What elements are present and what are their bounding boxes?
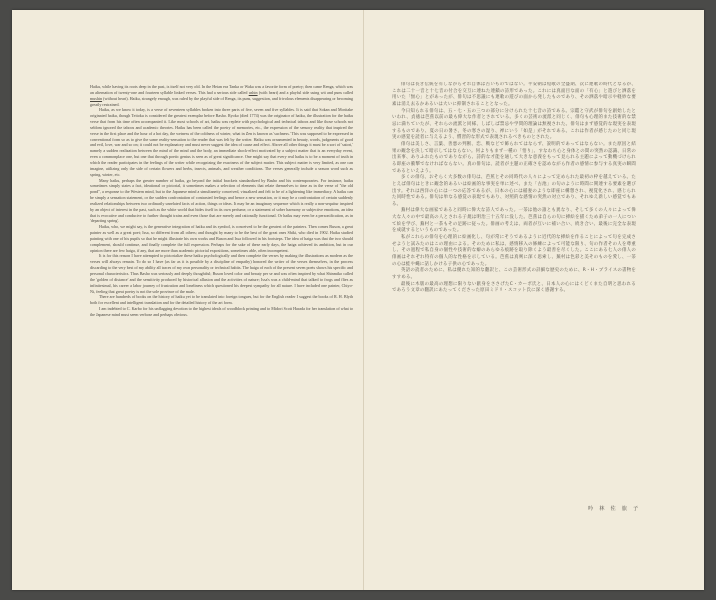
- english-paragraph-5: It is for this reason I have attempted to pictorialize these haiku psychologically and then complete the verses by making the illustrations as modern as the verses will always remain. To do so I have (as far as it is possible by a discipline of empathy) honored the writer of the verses themselves, in the process discarding to the very best of my ability all traces of my own personality or technical habits. The haiga of each of the present seven poets shows his specific and personal characteristics. Thus Basho was seriously and deeply thoughtful; Buson loved color and beauty per se and was often inspired by what Shinmiko called the 'golden of distance' and the sensitivity produced by historical allusion and the activities of nature; Issa's was a child-mind that talked to frogs and flies as infinitesimal, his career a labor journey of frustration and loneliness which questioned his deepest sympathy for all nature. I have included one painter, Chiyo-Ni, feeling that great poetry is not the sole province of the male.: [90, 253, 353, 294]
- paragraph-text: (without heart). Haiku, strangely enough, was ruled by the playful side of Renga, its puns, suggestion, and frivolous elements disappearing or becoming greatly restrained.: [90, 95, 353, 107]
- author-signature: 吟 林 佐 旅 子: [588, 506, 641, 512]
- english-paragraph-3: Many haiku, perhaps the greater number of haiku, go beyond the initial brackets standardized by Basho and his contemporaries. For instance, haiku sometimes simply states a fact, ideational or pictorial, it sometimes makes a selection of elements that relate themselves to time as in the verse of "the old pond", a response to the Western mind, but to the Japanese mind a simultaneity conceived, visualized and felt to be of a lightening like immediacy. A haiku can be simply a sensation statement, or the sudden confrontation of contrasted feelings and hence a new sensation, or it may be a confrontation of certain suddenly realized relationships between two ordinarily unrelated facts of action, things or ideas. It may be an imaginary sequence which is really a non-sequitur inspired by an object of interest in the past, such as the white world that hides itself in its own perfume, or a statement of sober harmony or subjective emotions, an idea that is evocative and conducive to further thought trains and even those that are merely and rationally functional. Or haiku may even be a personification, as in 'departing spring'.: [90, 177, 353, 224]
- paragraph-text: (with heart) and a playful side using wit and puns called: [257, 89, 353, 95]
- japanese-paragraph-7: 英語の読者のために、私は優れた知的な翻訳と、この芸術形式の詳細な歴史のために、R・H・ブライスの書物をすすめる。: [392, 268, 636, 281]
- japanese-paragraph-4: 多くの俳句、おそらく大多数の俳句は、芭蕉とその同時代の人々によって定められた最初の枠を越えている。たとえば俳句はときに観念的あるいは絵画的な事実を単に述べ、また「古池」の句のように時間に関連する要素を選び出す。それは西洋の心には一つの応答であるが、日本の心には稲妻のような即座に構想され、視覚化され、感じられた同時性である。俳句は単なる感覚の表現でもあり、対照的な感情の突然の対立であり、それゆえ新しい感覚でもある。: [392, 175, 636, 207]
- english-paragraph-4: Haiku, who, we might say, is the generative integration of haiku and its symbol, is conceived to be the greatest of the painters. Then comes Buson, a great painter as well as a great poet; Issa, so different from all others; and thought by many to be the best of the great ones Shiki, who died in 1902. Haiku studied painting with one of his pupils so that he might illustrate his own works and Buson and Issa followed in his footsteps. The idea of haiga was that the two should complement, should continue, and finally complete the full expression. Perhaps for the sake of these early days, the haiga achieved its ambition, but in our opinion there are few haiga, if any, that are more than academic pictorial expositions, sometimes able, often incompetent.: [90, 224, 353, 253]
- english-paragraph-2: Haiku, as we know it today, is a verse of seventeen syllables broken into three parts of five, seven and five syllables. It is said that Sokan and Moritake originated haiku, though Teitoku is considered the greatest exemplar before Basho. Ryoko (died 1774) was the originator of haiku, the illustration for the haiku verse that from his time often accompanied it. Like most schools of art, haiku was replete with psychological and technical taboos and like those schools not seldom ignored the taboos and academic theories. Haiku has been called the poetry of memories, etc., the expression of the sensory reality that inspired the verse in the first place and the hour of a hot day, the wetness of the coldness of winter, what in Zen is known as 'suchness.' This was supposed to be expressed in conventional form so as to give the same reality-sensation to the reader that was felt by the writer. Haiku was ornamented in beauty, words, judgments of good and evil, love, war and so on; it could not be explanatory and must never suggest the idea of cause and effect. Above all other things it must be a sort of 'satori,' namely a sudden realization between the mind of the mind and the body, an immediate shock-effect motivated by a subject matter that is an everyday event, even a commonplace one, but one that through poetic genius is seen as of great significance. One might say that every real haiku is to be a moment of truth in which the reader participates in the feelings of the writer while recognizing the exactness of the subject matter. This subject matter is very limited, as one can imagine, utilizing only the side of certain flowers and herbs, insects, animals, and weather conditions. The verses generally include a season word such as spring, winter, etc.: [90, 107, 353, 177]
- english-paragraph-1: [90, 84, 353, 107]
- japanese-paragraph-1: 俳句は長き伝統を有しながらそれ自体は古いものではない。平安朝は短歌の全盛期、次に連歌の時代となるが、これは二十一音と十七音の付合を交互に連ねた連鎖の詩形であった。これには真面目な面の「有心」と遊びと洒落を用いた「無心」とがあったが、俳句は不思議にも連歌の遊びの面から発したものであり、その洒落や暗示や軽妙な要素は消え去るかあるいは大いに抑制されることとなった。: [392, 82, 636, 107]
- japanese-paragraph-2: 今日知られる俳句は、五・七・五の三つの部分に分けられた十七音の詩である。宗鑑と守武が俳句を創始したといわれ、貞徳は芭蕉以前の最も偉大な作者とされている。多くの芸術の流派と同じく、俳句も心理的また技術的な禁忌に満ちていたが、それらの流派と同様、しばしば禁忌や学問的理論は無視された。俳句はまず感覚的な現実を表現するものであり、夏の日の暑さ、冬の寒さの湿り、禅にいう「如是」がそれである。これは作者が感じたのと同じ現実の感覚を読者に与えるよう、慣習的な形式で表現されるべきものとされた。: [392, 108, 636, 141]
- japanese-paragraph-3: 俳句は美しさ、言葉、善悪の判断、恋、戦などで飾られてはならず、説明的であってはならない。また原因と結果の観念を決して暗示してはならない。何よりもまず一種の「悟り」、すなわち心と身体との間の突然の認識、日常の出来事、ありふれたものでありながら、詩的な才能を通して大きな意義をもって見られる主題によって動機づけられる即座の衝撃でなければならない。真の俳句は、読者が主題の正確さを認めながら作者の感情に参与する真実の瞬間であるといえよう。: [392, 141, 636, 174]
- japanese-text-column: [392, 82, 636, 492]
- japanese-paragraph-6: 私がこれらの俳句を心理的に絵画化し、句が常にそうであるように近代的な挿絵を作ることによって句を完成させようと試みたのはこの理由による。そのために私は、感情移入の修練によって可能な限り、句の作者その人を尊重し、その過程で私自身の個性や技術的な癖のあらゆる痕跡を取り除くよう最善を尽くした。ここにある七人の俳人の俳画はそれぞれ特有の個人的な性格を示している。芭蕉は真剣に深く思索し、蕪村は色彩と美そのものを愛し、一茶の心は蛙や蝿に話しかける子供の心であった。: [392, 235, 636, 267]
- japanese-paragraph-8: 最後に木版の最高の理想に限りない献身をささげたC・カーボ氏と、日本人の心にはくどくまた自明と思われるであろう文章の翻訳にあたってくださった原田ミドリ・スコット氏に深く感謝する。: [392, 281, 636, 294]
- japanese-paragraph-5: 蕪村は偉大な画家であると同時に偉大な詩人であった。一茶は他の誰とも異なり、そして多くの人々によって偉大な人々の中で最高の人とされる子規は明治三十五年に没した。芭蕉は自らの句に挿絵を描くため弟子の一人について絵を学び、蕪村と一茶もその足跡に従った。俳画の考えは、両者が互いに補い合い、続き合い、最後に完全な表現を成就するというものであった。: [392, 208, 636, 234]
- underlined-term: ushin: [248, 89, 258, 95]
- english-paragraph-7: I am indebted to C. Karbo for his unflagging devotion to the highest ideals of woodblock printing and to Midori Scott Harada for her translation of what to the Japanese mind must seem verbose and perhaps obvious.: [90, 306, 353, 317]
- english-paragraph-6: There are hundreds of books on the history of haiku yet to be translated into foreign tongues, but for the English reader I suggest the books of R. H. Blyth both for excellent and intelligent translation and for the detailed history of the art form.: [90, 294, 353, 306]
- underlined-term: mushin: [90, 95, 103, 101]
- paragraph-text: Haiku, while having its roots deep in the past, is itself not very old. In the Heian era Tanka or Waka was a favorite form of poetry; then came Renga, which was an alternation of twenty-one and fourteen syllable linked verses. This had a serious side called: [90, 84, 353, 95]
- document-spread: [12, 10, 704, 590]
- page-fold: [363, 10, 364, 590]
- english-text-column: [90, 84, 353, 504]
